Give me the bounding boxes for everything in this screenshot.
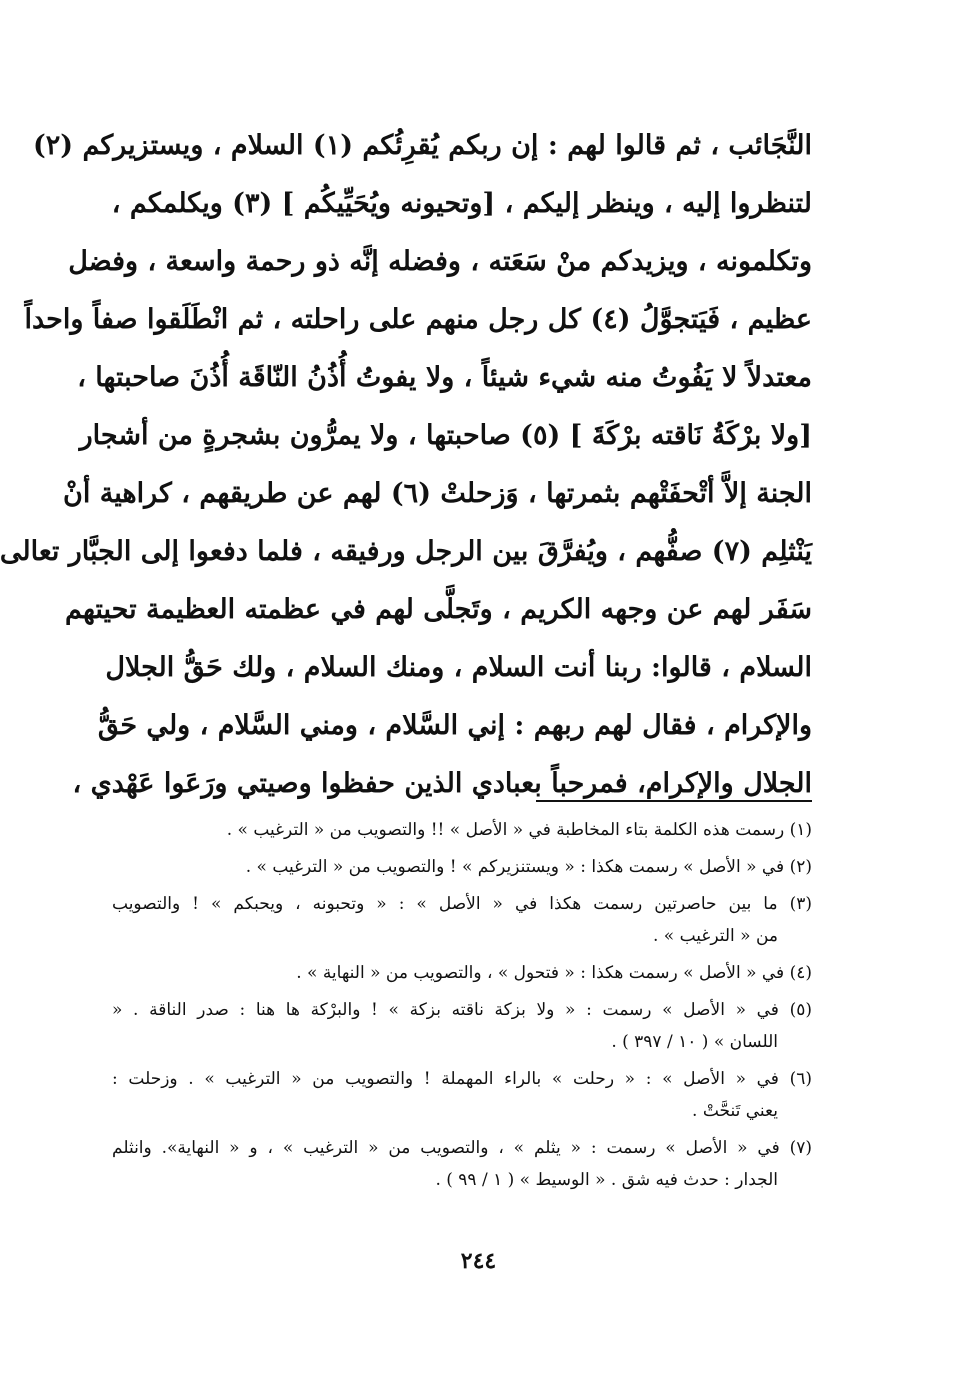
footnote-1 [112, 814, 812, 846]
main-text-line: معتدلاً لا يَفُوتُ منه شيء شيئاً ، ولا يفوتُ أُذُنُ النّاقَة أُذُنَ صاحبتها ، [77, 362, 812, 393]
footnotes [112, 814, 812, 1196]
footnote-7 [112, 1132, 812, 1196]
footnote-separator [536, 800, 812, 802]
footnote-line-continued: الجدار : حدث فيه شق . « الوسيط » ( ١ / ٩٩ ) . [435, 1170, 778, 1190]
page-number: ٢٤٤ [460, 1248, 497, 1274]
footnote-2 [112, 851, 812, 883]
main-text-line: والإكرام ، فقال لهم ربهم : إني السَّلام ، ومني السَّلام ، ولي حَقُّ [97, 710, 812, 741]
footnote-line: (٧) في « الأصل » رسمت : « يثلم » ، والتصويب من « الترغيب » ، و « النهاية». وانثلم [112, 1138, 812, 1158]
footnote-line: (٢) في « الأصل » رسمت هكذا : « ويستنزيركم » ! والتصويب من « الترغيب » . [245, 857, 812, 877]
footnote-line: (١) رسمت هذه الكلمة بتاء المخاطبة في « الأصل » !! والتصويب من « الترغيب » . [226, 820, 812, 840]
footnote-line: (٥) في « الأصل » رسمت : « ولا بزكة ناقته بزكة » ! والبرْكة ها هنا : صدر الناقة . « [112, 1000, 812, 1020]
main-text-line: الجنة إلاَّ أتْحفَتْهم بثمرتها ، وَزحلتْ (٦) لهم عن طريقهم ، كراهية أنْ [63, 478, 812, 509]
footnote-6 [112, 1063, 812, 1127]
footnote-line-continued: اللسان » ( ١٠ / ٣٩٧ ) . [611, 1032, 778, 1052]
footnote-line-continued: يعني تَنحَّتْ . [692, 1101, 778, 1121]
main-text-line: [ولا برْكَةُ نَاقته برْكَةَ ] (٥) صاحبتها ، ولا يمرُّون بشجرةٍ من أشجار [79, 420, 812, 451]
main-text-line: الجلال والإكرام، فمرحباً بعبادي الذين حفظوا وصيتي ورَعَوا عَهْدي ، [72, 768, 812, 799]
main-text-line: النَّجَائب ، ثم قالوا لهم : إن ربكم يُقرِئُكم (١) السلام ، ويستزيركم (٢) [32, 130, 812, 161]
footnote-3 [112, 888, 812, 952]
footnote-line-continued: من « الترغيب » . [653, 926, 778, 946]
main-text-line: السلام ، قالوا: ربنا أنت السلام ، ومنك السلام ، ولك حَقُّ الجلال [105, 652, 812, 683]
main-text [0, 117, 812, 813]
main-text-line: سَفَر لهم عن وجهه الكريم ، وتَجلَّى لهم في عظمته العظيمة تحيتهم [64, 594, 812, 625]
footnote-5 [112, 994, 812, 1058]
footnote-4 [112, 957, 812, 989]
main-text-line: يَنْثلِم (٧) صفُّهم ، ويُفرَّقَ بين الرجل ورفيقه ، فلما دفعوا إلى الجبَّار تعالى [0, 536, 812, 567]
main-text-line: عظيم ، فَيَتجوَّلُ (٤) كل رجل منهم على راحلته ، ثم انْطَلَقوا صفاً واحداً [24, 304, 812, 335]
main-text-line: لتنظروا إليه ، وينظر إليكم ، [وتحيونه ويُحَيِّيكُم ] (٣) ويكلمكم ، [111, 188, 812, 219]
footnote-line: (٣) ما بين حاصرتين رسمت هكذا في « الأصل » : « وتحبونه ، ويحبكم » ! والتصويب [112, 894, 812, 914]
main-text-line: وتكلمونه ، ويزيدكم منْ سَعَته ، وفضله إنَّه ذو رحمة واسعة ، وفضل [68, 246, 812, 277]
footnote-line: (٤) في « الأصل » رسمت هكذا : « فتحول » ، والتصويب من « النهاية » . [296, 963, 812, 983]
footnote-line: (٦) في « الأصل » : « رحلت » بالراء المهملة ! والتصويب من « الترغيب » . وزحلت : [112, 1069, 812, 1089]
